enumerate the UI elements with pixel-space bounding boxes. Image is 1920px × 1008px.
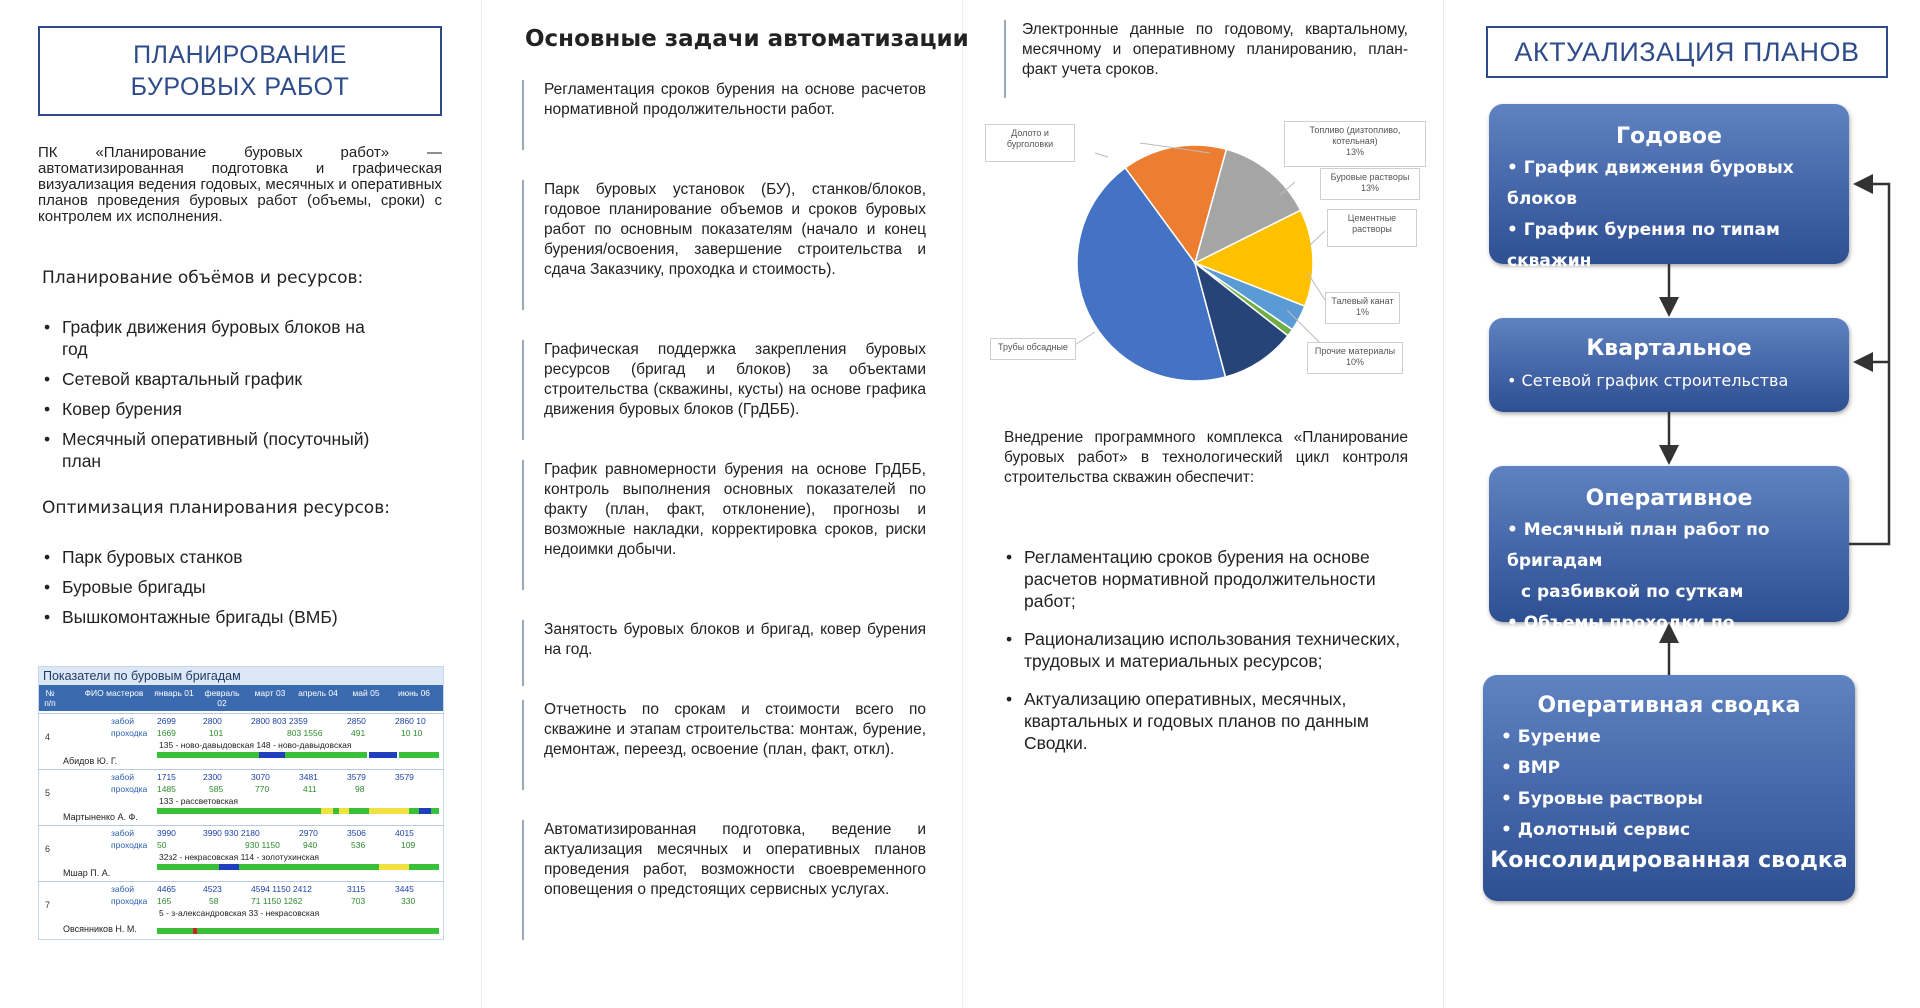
feedback-arrow-icon (1849, 184, 1889, 544)
slice-value: 13% (1345, 147, 1364, 157)
flow-arrows (1440, 0, 1920, 1008)
box-title: Оперативная сводка (1537, 693, 1801, 718)
cell: 2800 803 2359 (251, 716, 308, 726)
cell: 703 (351, 896, 366, 906)
cell: 10 10 (401, 728, 423, 738)
box-item: • Бурение (1501, 727, 1601, 747)
task-item: Регламентация сроков бурения на основе расчетов нормативной продолжительности работ. (522, 80, 926, 150)
slice-label: Трубы обсадные (998, 342, 1068, 352)
box-item: • ВМР (1501, 758, 1561, 778)
table-row (39, 825, 443, 882)
box-item-text: Плановая себестоимость (1523, 282, 1770, 302)
table-row (39, 881, 443, 940)
cell: 3445 (395, 884, 414, 894)
electronic-data-text: Электронные данные по годовому, квартальному, месячному и оперативному планированию, план-факт учета сроков. (1004, 20, 1408, 98)
table-row (39, 713, 443, 770)
section1-title: Планирование объёмов и ресурсов: (42, 268, 364, 288)
box-item: • Плановая себестоимость (1507, 282, 1770, 302)
progress-bar (219, 864, 239, 870)
box-item-text: Долотный сервис (1517, 820, 1691, 840)
progress-bar (369, 808, 409, 814)
header-month: февраль 02 (204, 688, 240, 708)
pie-label-rastvory (1320, 168, 1420, 200)
task-item: Автоматизированная подготовка, ведение и актуализация месячных и оперативных планов проведения работ, возможности своевременного оповещения о предстоящих сервисных услугах. (522, 820, 926, 940)
actualization-title: АКТУАЛИЗАЦИЯ ПЛАНОВ (1514, 37, 1860, 67)
task-item: Парк буровых установок (БУ), станков/блоков, годовое планирование объемов и сроков буровых работ по основным показателям (начало и конец бурения/освоения, завершение строительства и сдача Заказчику, проходка и стоимость). (522, 180, 926, 310)
cell: 411 (303, 784, 317, 794)
master-name: Мартыненко А. Ф. (63, 812, 138, 822)
cell: 1485 (157, 784, 176, 794)
list-item: • Вышкомонтажные бригады (ВМБ) (42, 606, 392, 628)
box-item: • График движения буровых блоков (1507, 158, 1794, 209)
section2-list (42, 546, 392, 636)
list-item: • График движения буровых блоков на год (42, 316, 392, 360)
cell: 58 (209, 896, 219, 906)
consolidated-summary: Консолидированная сводка (1490, 848, 1848, 873)
column-divider (962, 0, 963, 1008)
cell: 4523 (203, 884, 222, 894)
list-item: • Месячный оперативный (посуточный) план (42, 428, 392, 472)
pie-label-kanat (1325, 292, 1400, 324)
slice-label: Топливо (дизтопливо, котельная) (1309, 125, 1401, 146)
planning-title-line1: ПЛАНИРОВАНИЕ (133, 41, 347, 69)
master-name: Мшар П. А. (63, 868, 111, 878)
list-item: • Рационализацию использования технических, трудовых и материальных ресурсов; (1004, 628, 1404, 672)
cell: 4015 (395, 828, 414, 838)
box-item-text: График бурения по типам скважин (1507, 220, 1780, 271)
cell: 4465 (157, 884, 176, 894)
row-label: забой (111, 716, 134, 726)
list-item: • Ковер бурения (42, 398, 392, 420)
box-item-text: Буровые растворы (1517, 789, 1703, 809)
row-note: 5 - з-александровская 33 - некрасовская (159, 908, 320, 918)
progress-bar (321, 808, 333, 814)
pie-label-cement (1327, 209, 1417, 247)
cell: 71 1150 1262 (251, 896, 303, 906)
intro-text: ПК «Планирование буровых работ» — автоматизированная подготовка и графическая визуализация ведения годовых, месячных и оперативных планов проведения буровых работ (объемы, сроки) с контролем их исполнения. (38, 144, 442, 225)
cell: 536 (351, 840, 366, 850)
progress-bar (193, 928, 197, 934)
progress-bar (379, 864, 409, 870)
table-row (39, 769, 443, 826)
cell: 3115 (347, 884, 366, 894)
cell: 330 (401, 896, 416, 906)
task-item: Графическая поддержка закрепления буровых ресурсов (бригад и блоков) за объектами строительства (скважины, кусты) на основе графика движения буровых блоков (ГрДББ). (522, 340, 926, 440)
implementation-list (1004, 546, 1404, 770)
row-label: забой (111, 772, 134, 782)
list-item: • Актуализацию оперативных, месячных, квартальных и годовых планов по данным Сводки. (1004, 688, 1404, 754)
progress-bar (339, 808, 349, 814)
cell: 3070 (251, 772, 270, 782)
cell: 2699 (157, 716, 176, 726)
master-name: Овсянников Н. М. (63, 924, 137, 934)
cell: 2860 10 (395, 716, 426, 726)
box-item: • Буровые растворы (1501, 789, 1703, 809)
cell: 4594 1150 2412 (251, 884, 312, 894)
progress-bar (369, 752, 397, 758)
row-note: 135 - ново-давыдовская 148 - ново-давыдовская (159, 740, 352, 750)
slice-label: Цементные растворы (1347, 213, 1397, 234)
column-divider (481, 0, 482, 1008)
row-label: проходка (111, 896, 148, 906)
row-label: проходка (111, 784, 148, 794)
task-item: Занятость буровых блоков и бригад, ковер бурения на год. (522, 620, 926, 686)
header-month: апрель 04 (298, 688, 338, 698)
pie-label-prochie (1307, 342, 1403, 374)
table-header (39, 685, 443, 711)
cell: 3990 930 2180 (203, 828, 260, 838)
progress-bar (157, 928, 439, 934)
cell: 165 (157, 896, 172, 906)
cell: 109 (401, 840, 416, 850)
task-item: График равномерности бурения на основе ГрДББ, контроль выполнения основных показателей по факту (план, факт, отклонение), прогнозы и возможные накладки, корректировка сроков, риски недоимки добычи. (522, 460, 926, 590)
slice-label: Буровые растворы (1330, 172, 1410, 182)
cell: 2850 (347, 716, 366, 726)
pie-label-toplivo (1284, 121, 1426, 167)
row-label: забой (111, 828, 134, 838)
row-label: забой (111, 884, 134, 894)
box-title: Оперативное (1585, 486, 1753, 511)
cell: 1715 (157, 772, 176, 782)
header-name: ФИО мастеров (84, 688, 144, 698)
row-note: 133 - рассветовская (159, 796, 238, 806)
cell: 98 (355, 784, 365, 794)
cell: 803 1556 (287, 728, 323, 738)
box-item: • Сетевой график строительства (1507, 371, 1789, 390)
row-num: 4 (45, 732, 51, 742)
slice-label: Прочие материалы (1314, 346, 1396, 356)
slice-label: Долото и бурголовки (1006, 128, 1054, 149)
header-month: март 03 (254, 688, 286, 698)
cell: 1669 (157, 728, 176, 738)
cell: 2970 (299, 828, 318, 838)
row-num: 5 (45, 788, 51, 798)
planning-title-box (38, 26, 442, 116)
slice-value: 1% (1355, 307, 1369, 317)
cell: 3579 (347, 772, 366, 782)
cell: 3579 (395, 772, 414, 782)
cell: 2800 (203, 716, 222, 726)
box-item-text: График движения буровых блоков (1507, 158, 1794, 209)
row-num: 6 (45, 844, 51, 854)
tasks-title: Основные задачи автоматизации (525, 26, 969, 52)
row-num: 7 (45, 900, 51, 910)
cell: 101 (209, 728, 224, 738)
box-item-text: Бурение (1517, 727, 1601, 747)
cell: 3481 (299, 772, 318, 782)
cell: 2300 (203, 772, 222, 782)
header-month: июнь 06 (397, 688, 431, 698)
progress-bar (419, 808, 431, 814)
row-label: проходка (111, 728, 148, 738)
slice-value: 13% (1360, 183, 1379, 193)
box-item-text: Месячный план работ по бригадам (1507, 520, 1770, 571)
section2-title: Оптимизация планирования ресурсов: (42, 498, 390, 518)
cell: 50 (157, 840, 167, 850)
slice-value: 10% (1345, 357, 1364, 367)
cell: 491 (351, 728, 366, 738)
box-item: • Месячный план работ по бригадам (1507, 520, 1770, 571)
slice-label: Талевый канат (1331, 296, 1394, 306)
list-item: • Парк буровых станков (42, 546, 392, 568)
cell: 940 (303, 840, 318, 850)
header-month: январь 01 (154, 688, 194, 698)
planning-title-line2: БУРОВЫХ РАБОТ (130, 73, 350, 101)
box-item-text: с разбивкой по суткам (1521, 582, 1744, 602)
list-item: • Сетевой квартальный график (42, 368, 392, 390)
implementation-text: Внедрение программного комплекса «Планирование буровых работ» в технологический цикл контроля строительства скважин обеспечит: (1004, 429, 1408, 486)
box-title: Годовое (1616, 124, 1722, 149)
cell: 3506 (347, 828, 366, 838)
pie-label-truby (990, 338, 1076, 360)
header-month: май 05 (352, 688, 380, 698)
box-item: • График бурения по типам скважин (1507, 220, 1780, 271)
row-note: 32з2 - некрасовская 114 - золотухинская (159, 852, 320, 862)
progress-bar (259, 752, 285, 758)
section1-list (42, 316, 392, 480)
table-title: Показатели по буровым бригадам (39, 667, 443, 685)
pie-label-doloto (985, 124, 1075, 162)
box-item-text: Объемы проходки по скважинам (1507, 613, 1735, 664)
brigade-indicators-table (38, 666, 444, 940)
row-label: проходка (111, 840, 148, 850)
cell: 3990 (157, 828, 176, 838)
cell: 585 (209, 784, 224, 794)
list-item: • Регламентацию сроков бурения на основе расчетов нормативной продолжительности работ; (1004, 546, 1404, 612)
box-title: Квартальное (1586, 336, 1752, 361)
cell: 930 1150 (245, 840, 280, 850)
box-item: • Долотный сервис (1501, 820, 1691, 840)
task-item: Отчетность по срокам и стоимости всего по скважине и этапам строительства: монтаж, бурение, демонтаж, переезд, освоение (план, факт, откл). (522, 700, 926, 790)
cell: 770 (255, 784, 270, 794)
master-name: Абидов Ю. Г. (63, 756, 118, 766)
header-num: № п/п (44, 688, 56, 708)
box-item: • Объемы проходки по скважинам (1507, 613, 1735, 664)
box-item-text: ВМР (1517, 758, 1561, 778)
box-item-text: Сетевой график строительства (1521, 371, 1789, 390)
progress-bar (399, 752, 439, 758)
list-item: • Буровые бригады (42, 576, 392, 598)
